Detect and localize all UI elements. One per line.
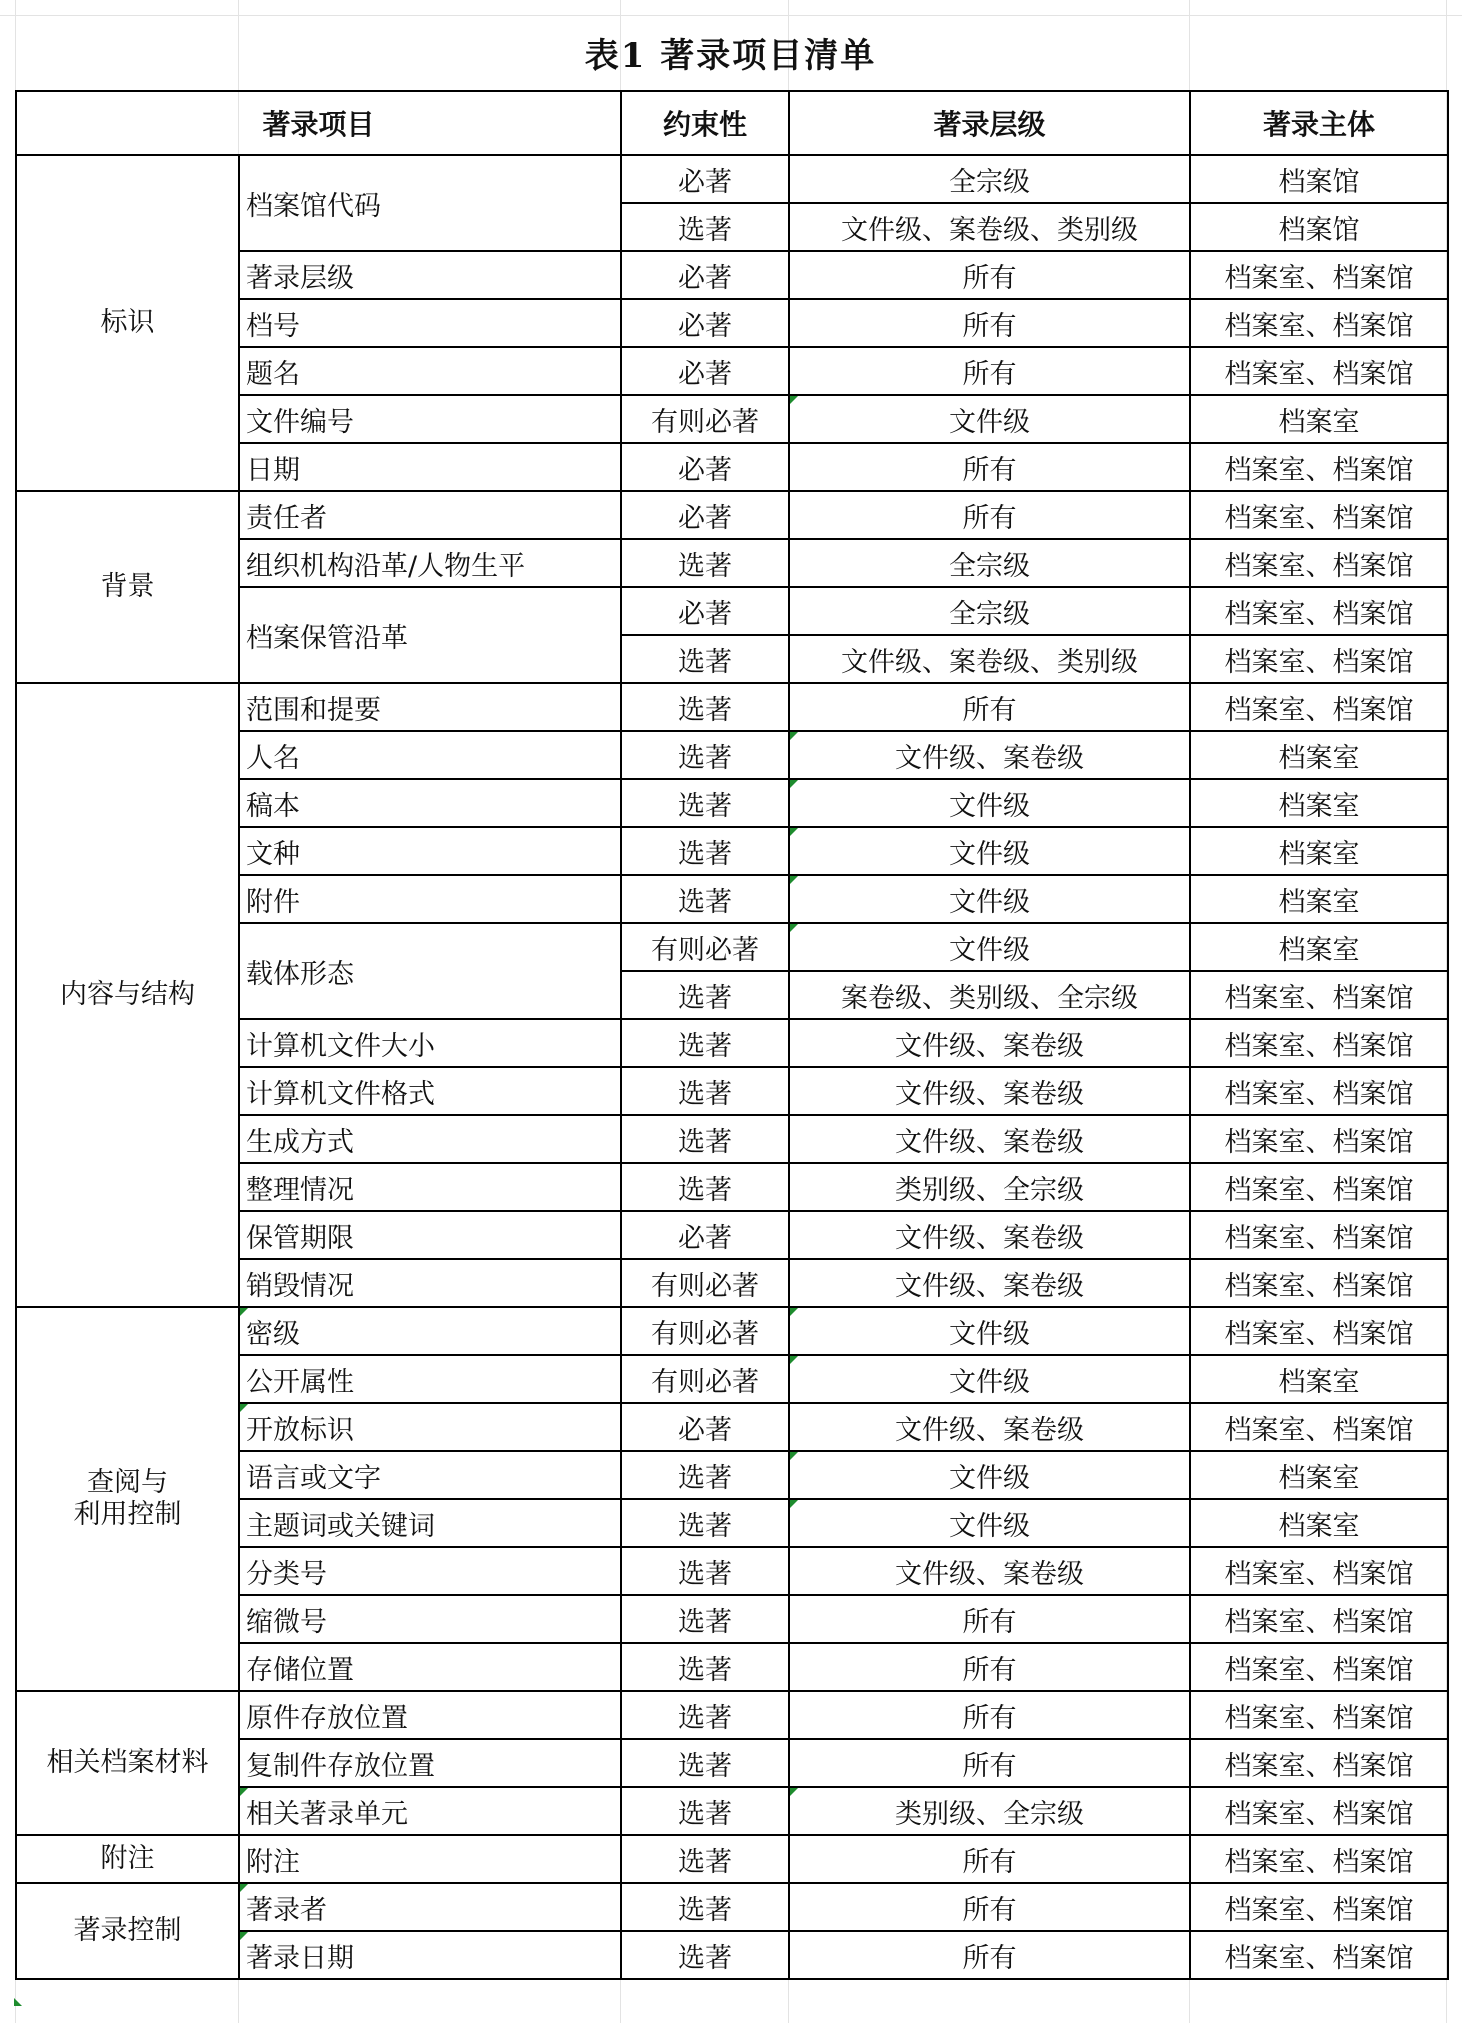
header-item[interactable]: 著录项目 [16,91,621,155]
item-cell[interactable]: 开放标识 [239,1403,621,1451]
constraint-cell[interactable]: 必著 [621,443,789,491]
item-cell[interactable]: 语言或文字 [239,1451,621,1499]
constraint-cell[interactable]: 选著 [621,1739,789,1787]
level-cell[interactable]: 所有 [789,683,1190,731]
group-cell[interactable] [16,1691,239,1835]
constraint-cell[interactable]: 必著 [621,1403,789,1451]
item-cell[interactable]: 题名 [239,347,621,395]
subject-cell[interactable]: 档案室、档案馆 [1190,1547,1448,1595]
constraint-cell[interactable]: 选著 [621,1067,789,1115]
constraint-cell[interactable]: 选著 [621,971,789,1019]
level-cell[interactable]: 全宗级 [789,155,1190,203]
constraint-cell[interactable]: 选著 [621,1835,789,1883]
constraint-cell[interactable]: 选著 [621,1691,789,1739]
item-cell[interactable]: 保管期限 [239,1211,621,1259]
group-label: 内容与结构 [60,978,195,1010]
level-cell[interactable]: 所有 [789,443,1190,491]
item-cell[interactable]: 公开属性 [239,1355,621,1403]
item-cell[interactable]: 档号 [239,299,621,347]
group-label: 附注 [100,1842,155,1874]
cell-comment-marker [14,1998,22,2006]
table-title: 表1 著录项目清单 [584,35,877,76]
level-cell[interactable]: 文件级 [789,1307,1190,1355]
group-cell[interactable] [16,491,239,683]
level-cell[interactable]: 所有 [789,1931,1190,1979]
level-cell[interactable]: 文件级、案卷级 [789,1019,1190,1067]
cell-comment-marker [790,1308,798,1316]
item-cell[interactable]: 档案馆代码 [239,155,621,251]
catalog-items-table [15,90,1449,1980]
level-cell[interactable]: 所有 [789,491,1190,539]
subject-cell[interactable]: 档案室、档案馆 [1190,1019,1448,1067]
cell-comment-marker [790,1356,798,1364]
subject-cell[interactable]: 档案室、档案馆 [1190,1931,1448,1979]
item-cell[interactable]: 附件 [239,875,621,923]
subject-cell[interactable]: 档案室、档案馆 [1190,971,1448,1019]
constraint-cell[interactable]: 选著 [621,827,789,875]
level-cell[interactable]: 文件级 [789,1499,1190,1547]
item-cell[interactable]: 复制件存放位置 [239,1739,621,1787]
item-cell[interactable]: 日期 [239,443,621,491]
constraint-cell[interactable]: 选著 [621,779,789,827]
constraint-cell[interactable]: 选著 [621,1163,789,1211]
constraint-cell[interactable]: 选著 [621,635,789,683]
constraint-cell[interactable]: 选著 [621,1931,789,1979]
subject-cell[interactable]: 档案室、档案馆 [1190,1307,1448,1355]
level-cell[interactable]: 所有 [789,1739,1190,1787]
level-cell[interactable]: 所有 [789,299,1190,347]
item-cell[interactable]: 原件存放位置 [239,1691,621,1739]
level-cell[interactable]: 文件级、案卷级、类别级 [789,635,1190,683]
subject-cell[interactable]: 档案室、档案馆 [1190,1691,1448,1739]
item-cell[interactable]: 附注 [239,1835,621,1883]
level-cell[interactable]: 所有 [789,251,1190,299]
item-cell[interactable]: 著录者 [239,1883,621,1931]
group-cell[interactable] [16,155,239,491]
group-label: 标识 [100,306,155,338]
cell-comment-marker [240,1932,248,1940]
level-cell[interactable]: 文件级、案卷级、类别级 [789,203,1190,251]
item-cell[interactable]: 存储位置 [239,1643,621,1691]
item-cell[interactable]: 载体形态 [239,923,621,1019]
constraint-cell[interactable]: 必著 [621,251,789,299]
constraint-cell[interactable]: 有则必著 [621,1355,789,1403]
subject-cell[interactable]: 档案室 [1190,1355,1448,1403]
constraint-cell[interactable]: 选著 [621,1595,789,1643]
item-cell[interactable]: 著录层级 [239,251,621,299]
subject-cell[interactable]: 档案室、档案馆 [1190,587,1448,635]
level-cell[interactable]: 案卷级、类别级、全宗级 [789,971,1190,1019]
subject-cell[interactable]: 档案室、档案馆 [1190,491,1448,539]
item-cell[interactable]: 稿本 [239,779,621,827]
level-cell[interactable]: 文件级 [789,923,1190,971]
constraint-cell[interactable]: 选著 [621,1451,789,1499]
subject-cell[interactable]: 档案室、档案馆 [1190,1115,1448,1163]
level-cell[interactable]: 所有 [789,347,1190,395]
cell-comment-marker [790,1452,798,1460]
constraint-cell[interactable]: 有则必著 [621,923,789,971]
item-cell[interactable]: 计算机文件大小 [239,1019,621,1067]
item-cell[interactable]: 著录日期 [239,1931,621,1979]
cell-comment-marker [790,876,798,884]
constraint-cell[interactable]: 选著 [621,1787,789,1835]
level-cell[interactable]: 文件级 [789,1451,1190,1499]
cell-comment-marker [790,1500,798,1508]
group-label: 背景 [100,570,155,602]
level-cell[interactable]: 全宗级 [789,539,1190,587]
subject-cell[interactable]: 档案室、档案馆 [1190,1643,1448,1691]
subject-cell[interactable]: 档案室、档案馆 [1190,251,1448,299]
group-cell[interactable] [16,683,239,1307]
level-cell[interactable]: 文件级、案卷级 [789,1547,1190,1595]
cell-comment-marker [790,828,798,836]
constraint-cell[interactable]: 必著 [621,587,789,635]
cell-comment-marker [790,780,798,788]
constraint-cell[interactable]: 选著 [621,683,789,731]
subject-cell[interactable]: 档案室、档案馆 [1190,635,1448,683]
table-row [16,1883,1448,1931]
item-cell[interactable]: 文种 [239,827,621,875]
table-row [16,1835,1448,1883]
level-cell[interactable]: 文件级、案卷级 [789,1067,1190,1115]
item-cell[interactable]: 主题词或关键词 [239,1499,621,1547]
constraint-cell[interactable]: 有则必著 [621,1259,789,1307]
subject-cell[interactable]: 档案室、档案馆 [1190,1211,1448,1259]
subject-cell[interactable]: 档案室 [1190,875,1448,923]
header-level[interactable]: 著录层级 [789,91,1190,155]
level-cell[interactable]: 类别级、全宗级 [789,1163,1190,1211]
subject-cell[interactable]: 档案馆 [1190,155,1448,203]
header-subject[interactable]: 著录主体 [1190,91,1448,155]
constraint-cell[interactable]: 必著 [621,155,789,203]
subject-cell[interactable]: 档案室、档案馆 [1190,1259,1448,1307]
table-row [16,1691,1448,1739]
subject-cell[interactable]: 档案室 [1190,1499,1448,1547]
item-cell[interactable]: 生成方式 [239,1115,621,1163]
table-row [16,491,1448,539]
constraint-cell[interactable]: 必著 [621,1211,789,1259]
item-cell[interactable]: 档案保管沿革 [239,587,621,683]
constraint-cell[interactable]: 有则必著 [621,395,789,443]
level-cell[interactable]: 文件级、案卷级 [789,731,1190,779]
constraint-cell[interactable]: 选著 [621,1643,789,1691]
subject-cell[interactable]: 档案室 [1190,827,1448,875]
constraint-cell[interactable]: 必著 [621,347,789,395]
level-cell[interactable]: 类别级、全宗级 [789,1787,1190,1835]
cell-comment-marker [790,732,798,740]
subject-cell[interactable]: 档案室、档案馆 [1190,443,1448,491]
item-cell[interactable]: 相关著录单元 [239,1787,621,1835]
constraint-cell[interactable]: 有则必著 [621,1307,789,1355]
item-cell[interactable]: 整理情况 [239,1163,621,1211]
table-row [16,1307,1448,1355]
level-cell[interactable]: 文件级、案卷级 [789,1115,1190,1163]
item-cell[interactable]: 密级 [239,1307,621,1355]
level-cell[interactable]: 所有 [789,1643,1190,1691]
subject-cell[interactable]: 档案室、档案馆 [1190,1883,1448,1931]
level-cell[interactable]: 所有 [789,1883,1190,1931]
cell-comment-marker [790,1788,798,1796]
constraint-cell[interactable]: 选著 [621,731,789,779]
table-body [16,155,1448,1979]
cell-comment-marker [240,1788,248,1796]
group-label: 查阅与 利用控制 [73,1466,182,1530]
subject-cell[interactable]: 档案室、档案馆 [1190,347,1448,395]
level-cell[interactable]: 所有 [789,1835,1190,1883]
constraint-cell[interactable]: 选著 [621,1547,789,1595]
level-cell[interactable]: 文件级、案卷级 [789,1211,1190,1259]
constraint-cell[interactable]: 选著 [621,875,789,923]
subject-cell[interactable]: 档案室、档案馆 [1190,1403,1448,1451]
item-cell[interactable]: 销毁情况 [239,1259,621,1307]
table-row [16,155,1448,203]
item-cell[interactable]: 范围和提要 [239,683,621,731]
subject-cell[interactable]: 档案室、档案馆 [1190,1163,1448,1211]
constraint-cell[interactable]: 选著 [621,1499,789,1547]
constraint-cell[interactable]: 选著 [621,539,789,587]
subject-cell[interactable]: 档案室、档案馆 [1190,1787,1448,1835]
subject-cell[interactable]: 档案室、档案馆 [1190,1067,1448,1115]
constraint-cell[interactable]: 选著 [621,1115,789,1163]
level-cell[interactable]: 文件级 [789,779,1190,827]
level-cell[interactable]: 所有 [789,1595,1190,1643]
subject-cell[interactable]: 档案室、档案馆 [1190,1595,1448,1643]
constraint-cell[interactable]: 必著 [621,299,789,347]
level-cell[interactable]: 文件级 [789,875,1190,923]
constraint-cell[interactable]: 选著 [621,1019,789,1067]
subject-cell[interactable]: 档案室、档案馆 [1190,299,1448,347]
subject-cell[interactable]: 档案室、档案馆 [1190,539,1448,587]
group-label: 相关档案材料 [46,1746,209,1778]
subject-cell[interactable]: 档案室 [1190,395,1448,443]
cell-comment-marker [790,396,798,404]
cell-comment-marker [240,1884,248,1892]
cell-comment-marker [240,1308,248,1316]
item-cell[interactable]: 文件编号 [239,395,621,443]
header-constraint[interactable]: 约束性 [621,91,789,155]
table-row [16,683,1448,731]
level-cell[interactable]: 文件级 [789,1355,1190,1403]
subject-cell[interactable]: 档案室 [1190,1451,1448,1499]
cell-comment-marker [240,1404,248,1412]
constraint-cell[interactable]: 选著 [621,1883,789,1931]
subject-cell[interactable]: 档案室 [1190,731,1448,779]
group-cell[interactable] [16,1835,239,1883]
header-row [16,91,1448,155]
group-label: 著录控制 [73,1914,182,1946]
subject-cell[interactable]: 档案馆 [1190,203,1448,251]
level-cell[interactable]: 文件级、案卷级 [789,1403,1190,1451]
constraint-cell[interactable]: 必著 [621,491,789,539]
item-cell[interactable]: 责任者 [239,491,621,539]
constraint-cell[interactable]: 选著 [621,203,789,251]
item-cell[interactable]: 分类号 [239,1547,621,1595]
cell-comment-marker [790,924,798,932]
group-cell[interactable] [16,1883,239,1979]
group-cell[interactable] [16,1307,239,1691]
level-cell[interactable]: 所有 [789,1691,1190,1739]
level-cell[interactable]: 文件级 [789,395,1190,443]
subject-cell[interactable]: 档案室 [1190,923,1448,971]
level-cell[interactable]: 文件级 [789,827,1190,875]
subject-cell[interactable]: 档案室、档案馆 [1190,683,1448,731]
subject-cell[interactable]: 档案室、档案馆 [1190,1835,1448,1883]
item-cell[interactable]: 计算机文件格式 [239,1067,621,1115]
subject-cell[interactable]: 档案室、档案馆 [1190,1739,1448,1787]
level-cell[interactable]: 全宗级 [789,587,1190,635]
subject-cell[interactable]: 档案室 [1190,779,1448,827]
level-cell[interactable]: 文件级、案卷级 [789,1259,1190,1307]
item-cell[interactable]: 组织机构沿革/人物生平 [239,539,621,587]
item-cell[interactable]: 人名 [239,731,621,779]
item-cell[interactable]: 缩微号 [239,1595,621,1643]
